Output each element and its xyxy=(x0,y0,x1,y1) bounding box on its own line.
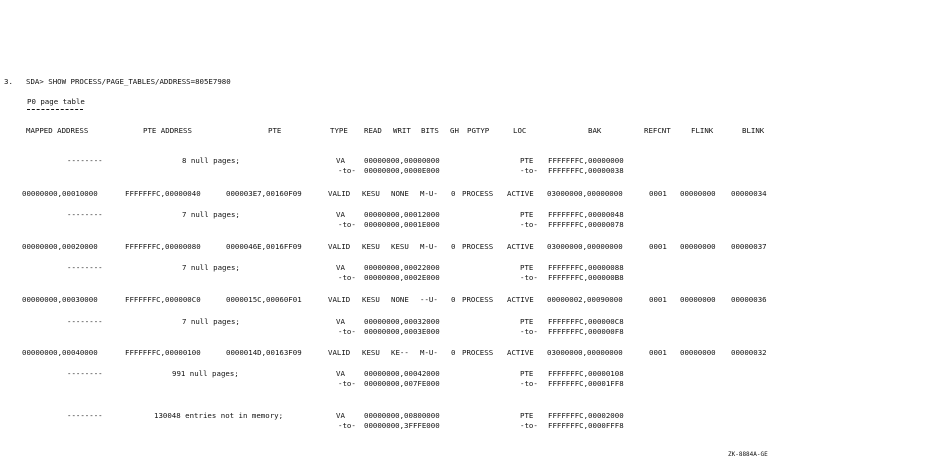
to-label: -to- xyxy=(338,379,356,388)
cell-bak: 03000000,00000000 xyxy=(547,242,623,251)
cell-pte-address: FFFFFFFC,00000040 xyxy=(125,189,201,198)
to-label: -to- xyxy=(520,327,538,336)
to-label: -to- xyxy=(338,273,356,282)
va-label: VA xyxy=(336,369,345,378)
title-underline xyxy=(27,109,83,110)
cell-gh: 0 xyxy=(451,242,456,251)
cell-pgtyp: PROCESS xyxy=(462,295,494,304)
null-pages-desc: 7 null pages; xyxy=(182,317,240,326)
va-to: 00000000,3FFFE000 xyxy=(364,421,440,430)
cell-pte: 000003E7,00160F09 xyxy=(226,189,302,198)
pte-from: FFFFFFFC,000000C8 xyxy=(548,317,624,326)
pte-to: FFFFFFFC,00001FF8 xyxy=(548,379,624,388)
cell-pte-address: FFFFFFFC,00000100 xyxy=(125,348,201,357)
dash-separator: -------- xyxy=(67,317,103,326)
cell-flink: 00000000 xyxy=(680,348,716,357)
dash-separator: -------- xyxy=(67,369,103,378)
va-from: 00000000,00022000 xyxy=(364,263,440,272)
to-label: -to- xyxy=(338,327,356,336)
header-type: TYPE xyxy=(330,126,348,135)
cell-bak: 03000000,00000000 xyxy=(547,189,623,198)
va-from: 00000000,00012000 xyxy=(364,210,440,219)
va-to: 00000000,007FE000 xyxy=(364,379,440,388)
header-bits: BITS xyxy=(421,126,439,135)
va-label: VA xyxy=(336,210,345,219)
header-blink: BLINK xyxy=(742,126,765,135)
dash-separator: -------- xyxy=(67,411,103,420)
va-from: 00000000,00032000 xyxy=(364,317,440,326)
step-number: 3. xyxy=(4,77,13,86)
cell-mapped-address: 00000000,00010000 xyxy=(22,189,98,198)
cell-loc: ACTIVE xyxy=(507,242,534,251)
va-label: VA xyxy=(336,317,345,326)
cell-flink: 00000000 xyxy=(680,189,716,198)
cell-type: VALID xyxy=(328,348,351,357)
cell-refcnt: 0001 xyxy=(649,189,667,198)
cell-gh: 0 xyxy=(451,295,456,304)
table-title: P0 page table xyxy=(27,97,85,106)
pte-label: PTE xyxy=(520,210,534,219)
header-pte-address: PTE ADDRESS xyxy=(143,126,192,135)
va-from: 00000000,00042000 xyxy=(364,369,440,378)
to-label: -to- xyxy=(338,166,356,175)
cell-writ: NONE xyxy=(391,295,409,304)
to-label: -to- xyxy=(520,220,538,229)
pte-label: PTE xyxy=(520,369,534,378)
cell-blink: 00000037 xyxy=(731,242,767,251)
pte-to: FFFFFFFC,00000078 xyxy=(548,220,624,229)
cell-blink: 00000034 xyxy=(731,189,767,198)
cell-pgtyp: PROCESS xyxy=(462,242,494,251)
va-label: VA xyxy=(336,156,345,165)
cell-bak: 00000002,00090000 xyxy=(547,295,623,304)
cell-pgtyp: PROCESS xyxy=(462,348,494,357)
pte-label: PTE xyxy=(520,263,534,272)
cell-type: VALID xyxy=(328,242,351,251)
cell-read: KESU xyxy=(362,295,380,304)
cell-flink: 00000000 xyxy=(680,295,716,304)
pte-from: FFFFFFFC,00002000 xyxy=(548,411,624,420)
cell-mapped-address: 00000000,00020000 xyxy=(22,242,98,251)
cell-writ: KE-- xyxy=(391,348,409,357)
header-flink: FLINK xyxy=(691,126,714,135)
cell-writ: KESU xyxy=(391,242,409,251)
cell-flink: 00000000 xyxy=(680,242,716,251)
cell-type: VALID xyxy=(328,295,351,304)
dash-separator: -------- xyxy=(67,210,103,219)
cell-read: KESU xyxy=(362,189,380,198)
pte-to: FFFFFFFC,000000B8 xyxy=(548,273,624,282)
cell-mapped-address: 00000000,00040000 xyxy=(22,348,98,357)
cell-pte: 0000046E,0016FF09 xyxy=(226,242,302,251)
null-pages-desc: 130048 entries not in memory; xyxy=(154,411,284,420)
va-from: 00000000,00800000 xyxy=(364,411,440,420)
cell-pte-address: FFFFFFFC,00000080 xyxy=(125,242,201,251)
to-label: -to- xyxy=(338,220,356,229)
cell-blink: 00000032 xyxy=(731,348,767,357)
cell-refcnt: 0001 xyxy=(649,348,667,357)
null-pages-desc: 7 null pages; xyxy=(182,210,240,219)
cell-loc: ACTIVE xyxy=(507,295,534,304)
to-label: -to- xyxy=(338,421,356,430)
cell-mapped-address: 00000000,00030000 xyxy=(22,295,98,304)
header-loc: LOC xyxy=(513,126,527,135)
cell-pte: 0000015C,00060F01 xyxy=(226,295,302,304)
va-label: VA xyxy=(336,411,345,420)
pte-label: PTE xyxy=(520,156,534,165)
cell-pte-address: FFFFFFFC,000000C0 xyxy=(125,295,201,304)
cell-read: KESU xyxy=(362,242,380,251)
pte-from: FFFFFFFC,00000088 xyxy=(548,263,624,272)
header-refcnt: REFCNT xyxy=(644,126,671,135)
pte-from: FFFFFFFC,00000000 xyxy=(548,156,624,165)
to-label: -to- xyxy=(520,166,538,175)
header-writ: WRIT xyxy=(393,126,411,135)
null-pages-desc: 991 null pages; xyxy=(172,369,239,378)
figure-id: ZK-8884A-GE xyxy=(728,451,768,458)
dash-separator: -------- xyxy=(67,263,103,272)
null-pages-desc: 7 null pages; xyxy=(182,263,240,272)
header-mapped-address: MAPPED ADDRESS xyxy=(26,126,89,135)
cell-bits: M-U- xyxy=(420,348,438,357)
cell-bits: M-U- xyxy=(420,242,438,251)
cell-refcnt: 0001 xyxy=(649,242,667,251)
cell-bak: 03000000,00000000 xyxy=(547,348,623,357)
va-to: 00000000,0002E000 xyxy=(364,273,440,282)
sda-command: SDA> SHOW PROCESS/PAGE_TABLES/ADDRESS=805E7980 xyxy=(26,77,231,86)
va-to: 00000000,0003E000 xyxy=(364,327,440,336)
dash-separator: -------- xyxy=(67,156,103,165)
cell-gh: 0 xyxy=(451,189,456,198)
pte-from: FFFFFFFC,00000108 xyxy=(548,369,624,378)
to-label: -to- xyxy=(520,379,538,388)
pte-label: PTE xyxy=(520,411,534,420)
cell-bits: --U- xyxy=(420,295,438,304)
header-bak: BAK xyxy=(588,126,602,135)
cell-read: KESU xyxy=(362,348,380,357)
cell-loc: ACTIVE xyxy=(507,189,534,198)
va-to: 00000000,0000E000 xyxy=(364,166,440,175)
cell-writ: NONE xyxy=(391,189,409,198)
cell-blink: 00000036 xyxy=(731,295,767,304)
va-from: 00000000,00000000 xyxy=(364,156,440,165)
va-label: VA xyxy=(336,263,345,272)
cell-type: VALID xyxy=(328,189,351,198)
to-label: -to- xyxy=(520,421,538,430)
pte-to: FFFFFFFC,000000F8 xyxy=(548,327,624,336)
va-to: 00000000,0001E000 xyxy=(364,220,440,229)
pte-from: FFFFFFFC,00000048 xyxy=(548,210,624,219)
cell-refcnt: 0001 xyxy=(649,295,667,304)
header-gh: GH xyxy=(450,126,459,135)
pte-to: FFFFFFFC,0000FFF8 xyxy=(548,421,624,430)
cell-loc: ACTIVE xyxy=(507,348,534,357)
null-pages-desc: 8 null pages; xyxy=(182,156,240,165)
header-pgtyp: PGTYP xyxy=(467,126,490,135)
cell-gh: 0 xyxy=(451,348,456,357)
cell-pgtyp: PROCESS xyxy=(462,189,494,198)
cell-pte: 0000014D,00163F09 xyxy=(226,348,302,357)
pte-to: FFFFFFFC,00000038 xyxy=(548,166,624,175)
pte-label: PTE xyxy=(520,317,534,326)
header-pte: PTE xyxy=(268,126,282,135)
cell-bits: M-U- xyxy=(420,189,438,198)
header-read: READ xyxy=(364,126,382,135)
to-label: -to- xyxy=(520,273,538,282)
